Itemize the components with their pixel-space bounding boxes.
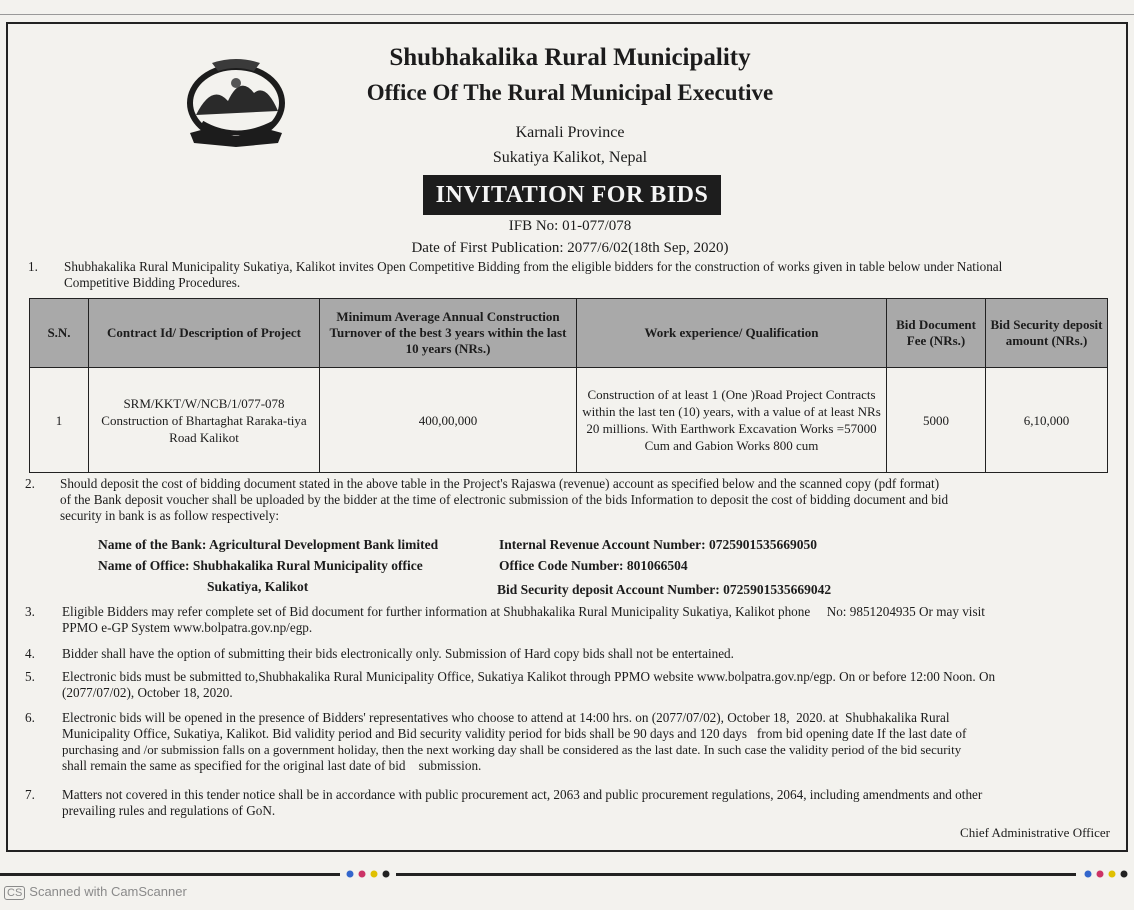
para4-number: 4. — [25, 646, 35, 661]
para3 — [62, 604, 1112, 636]
para4 — [62, 646, 1112, 662]
header-turnover: Minimum Average Annual Construction Turnover of the best 3 years within the last 10 years (NRs.) — [320, 299, 577, 368]
para3-line1: Eligible Bidders may refer complete set of Bid document for further information at Shubhakalika Rural Municipality Sukatiya, Kalikot phone No: 9851204935 Or may visit — [62, 604, 985, 619]
publication-date: Date of First Publication: 2077/6/02(18th Sep, 2020) — [411, 240, 729, 256]
para4-line1: Bidder shall have the option of submitting their bids electronically only. Submission of Hard copy bids shall not be entertained. — [62, 646, 734, 661]
para1-number: 1. — [28, 259, 38, 274]
para6 — [62, 710, 1112, 774]
province: Karnali Province — [515, 124, 625, 141]
para1-line1: Shubhakalika Rural Municipality Sukatiya, Kalikot invites Open Competitive Bidding from the eligible bidders for the construction of works given in table below under National — [64, 259, 1003, 274]
cell-sn: 1 — [30, 368, 89, 473]
header-sn: S.N. — [30, 299, 89, 368]
cell-fee: 5000 — [887, 368, 986, 473]
municipality-name: Shubhakalika Rural Municipality — [389, 44, 751, 71]
para3-number: 3. — [25, 604, 35, 619]
notice-title: INVITATION FOR BIDS — [423, 175, 721, 215]
para6-line3: purchasing and /or submission falls on a government holiday, then the next working day shall be considered as the last date. In such case the validity period of the bid security — [62, 743, 962, 757]
para2-line2: of the Bank deposit voucher shall be uploaded by the bidder at the time of electronic submission of the bids Information to deposit the cost of bidding document and bid — [60, 492, 949, 507]
para5-number: 5. — [25, 669, 35, 684]
office-place: Sukatiya, Kalikot — [207, 579, 309, 594]
para1-line2: Competitive Bidding Procedures. — [64, 275, 241, 290]
para6-number: 6. — [25, 710, 35, 725]
cell-contract — [89, 368, 320, 473]
bank-name: Name of the Bank: Agricultural Development Bank limited — [98, 537, 439, 552]
revenue-account: Internal Revenue Account Number: 0725901535669050 — [499, 537, 817, 552]
para2-number: 2. — [25, 476, 35, 491]
para6-line4: shall remain the same as specified for the original last date of bid submission. — [62, 758, 482, 773]
header-security: Bid Security deposit amount (NRs.) — [986, 299, 1108, 368]
camscanner-text: Scanned with CamScanner — [29, 884, 187, 899]
municipality-emblem-icon — [182, 53, 290, 148]
cell-turnover: 400,00,000 — [320, 368, 577, 473]
signatory-title: Chief Administrative Officer — [960, 825, 1110, 840]
para7-line2: prevailing rules and regulations of GoN. — [62, 803, 276, 818]
contract-description: Construction of Bhartaghat Raraka-tiya Road Kalikot — [101, 412, 307, 445]
para6-line1: Electronic bids will be opened in the presence of Bidders' representatives who choose to attend at 14:00 hrs. on (2077/07/02), October 18, 2020. at Shubhakalika Rural — [62, 710, 950, 725]
para7 — [62, 787, 1112, 819]
para5-line2: (2077/07/02), October 18, 2020. — [62, 685, 233, 700]
para2 — [60, 476, 1110, 524]
para1 — [64, 259, 1114, 291]
header-experience: Work experience/ Qualification — [577, 299, 887, 368]
scanner-watermark — [4, 884, 187, 900]
security-account: Bid Security deposit Account Number: 0725901535669042 — [497, 582, 832, 597]
para6-line2: Municipality Office, Sukatiya, Kalikot. Bid validity period and Bid security validity period for bids shall be 90 days and 120 days from bid opening date If the last date of — [62, 726, 967, 741]
header-contract: Contract Id/ Description of Project — [89, 299, 320, 368]
header-fee: Bid Document Fee (NRs.) — [887, 299, 986, 368]
para3-line2: PPMO e-GP System www.bolpatra.gov.np/egp. — [62, 620, 313, 635]
table-row — [30, 368, 1108, 473]
ifb-number: IFB No: 01-077/078 — [508, 218, 632, 234]
bid-table — [29, 298, 1108, 473]
para7-number: 7. — [25, 787, 35, 802]
para2-line3: security in bank is as follow respectively: — [60, 508, 280, 523]
office-name: Office Of The Rural Municipal Executive — [366, 80, 774, 105]
contract-id: SRM/KKT/W/NCB/1/077-078 — [123, 395, 285, 411]
para5 — [62, 669, 1112, 701]
newsprint-color-bar — [0, 870, 1134, 878]
location: Sukatiya Kalikot, Nepal — [492, 149, 648, 166]
office-code: Office Code Number: 801066504 — [499, 558, 688, 573]
page-top-edge — [0, 0, 1134, 15]
cell-security: 6,10,000 — [986, 368, 1108, 473]
para2-line1: Should deposit the cost of bidding document stated in the above table in the Project's Rajaswa (revenue) account as specified below and the scanned copy (pdf format) — [60, 476, 940, 491]
table-header-row — [30, 299, 1108, 368]
para5-line1: Electronic bids must be submitted to,Shubhakalika Rural Municipality Office, Sukatiya Kalikot through PPMO website www.bolpatra.gov.np/egp. On or before 12:00 Noon. On — [62, 669, 996, 684]
office-account-name: Name of Office: Shubhakalika Rural Municipality office — [98, 558, 423, 573]
camscanner-badge: CS — [4, 886, 25, 900]
para7-line1: Matters not covered in this tender notice shall be in accordance with public procurement act, 2063 and public procurement regulations, 2064, including amendments and other — [62, 787, 983, 802]
cell-experience: Construction of at least 1 (One )Road Project Contracts within the last ten (10) years, with a value of at least NRs 20 millions. With Earthwork Excavation Works =57000 Cum and Gabion Works 800 cum — [577, 368, 887, 473]
